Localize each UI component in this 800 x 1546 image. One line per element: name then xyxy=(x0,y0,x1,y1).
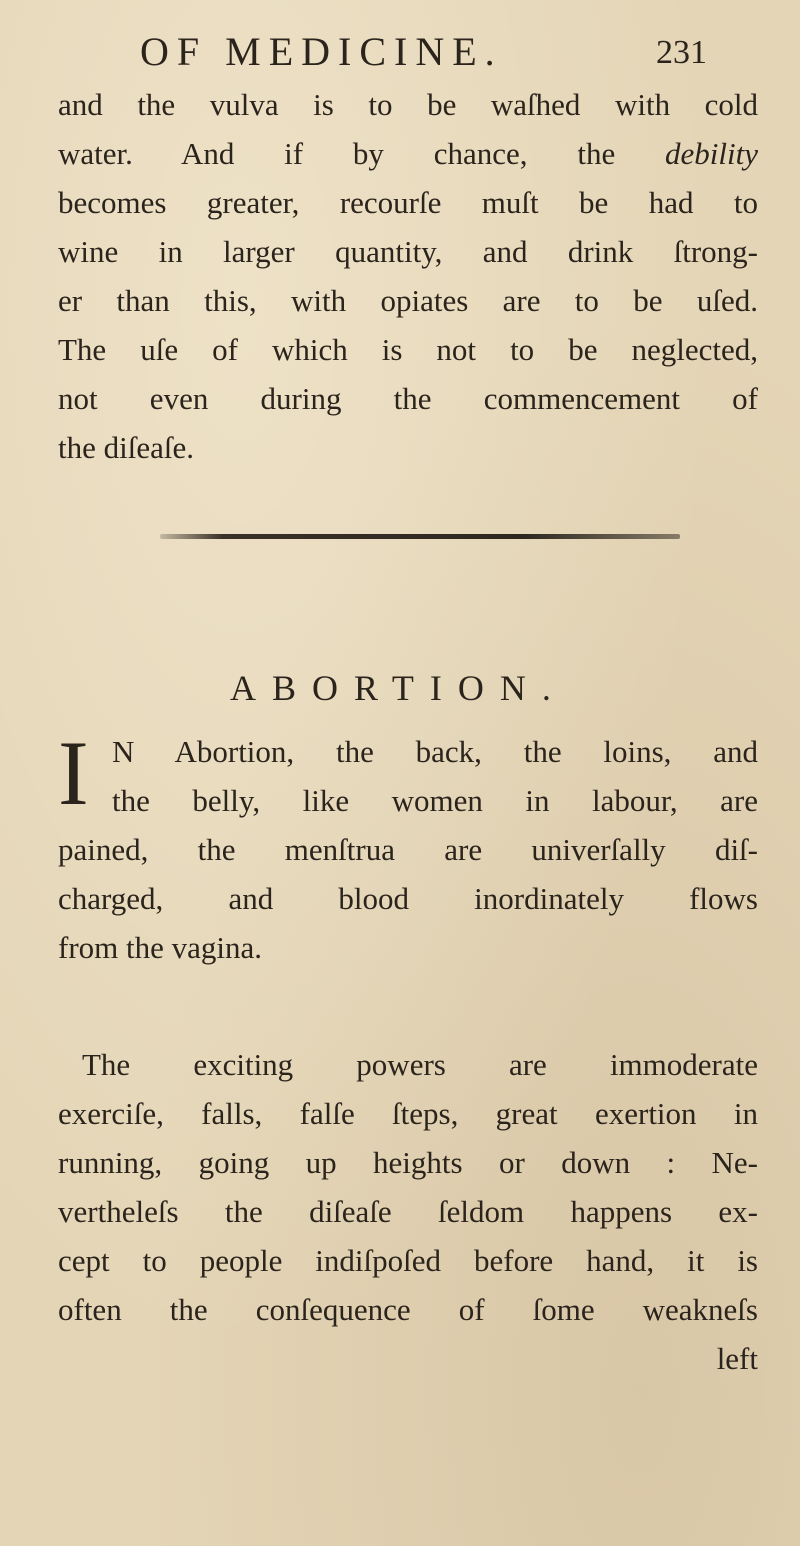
catchword: left xyxy=(716,1341,758,1376)
text-line: the belly, like women in labour, are xyxy=(112,783,758,818)
drop-cap: I xyxy=(58,722,89,824)
running-head: OF MEDICINE. xyxy=(140,29,503,74)
section-title: ABORTION. xyxy=(230,668,567,708)
abortion-paragraph-2 xyxy=(58,1040,758,1383)
text-line: often the conſequence of ſome weakneſs xyxy=(58,1292,758,1327)
emphasized-word: debility xyxy=(665,136,758,171)
text-line: becomes greater, recourſe muſt be had to xyxy=(58,185,758,220)
text-line: cept to people indiſpoſed before hand, it is xyxy=(58,1243,758,1278)
text-line: the diſeaſe. xyxy=(58,430,194,465)
text-line: wine in larger quantity, and drink ſtrong- xyxy=(58,234,758,269)
page-number: 231 xyxy=(656,34,707,71)
intro-paragraph xyxy=(58,80,758,472)
text-line: The exciting powers are immoderate xyxy=(82,1047,758,1082)
text-line: er than this, with opiates are to be uſed. xyxy=(58,283,758,318)
text-line: from the vagina. xyxy=(58,930,263,965)
abortion-paragraph-1 xyxy=(58,722,758,972)
text-line: not even during the commencement of xyxy=(58,381,758,416)
text-line: water. And if by chance, the debility xyxy=(58,136,758,171)
text-line: pained, the menſtrua are univerſally diſ- xyxy=(58,832,758,867)
text-line: N Abortion, the back, the loins, and xyxy=(112,734,758,769)
text-line: vertheleſs the diſeaſe ſeldom happens ex- xyxy=(58,1194,758,1229)
text-line: and the vulva is to be waſhed with cold xyxy=(58,87,758,122)
section-divider-rule xyxy=(160,534,680,539)
text-line: exerciſe, falls, falſe ſteps, great exertion in xyxy=(58,1096,758,1131)
text-line: The uſe of which is not to be neglected, xyxy=(58,332,758,367)
text-line: charged, and blood inordinately flows xyxy=(58,881,758,916)
text-line: running, going up heights or down : Ne- xyxy=(58,1145,758,1180)
